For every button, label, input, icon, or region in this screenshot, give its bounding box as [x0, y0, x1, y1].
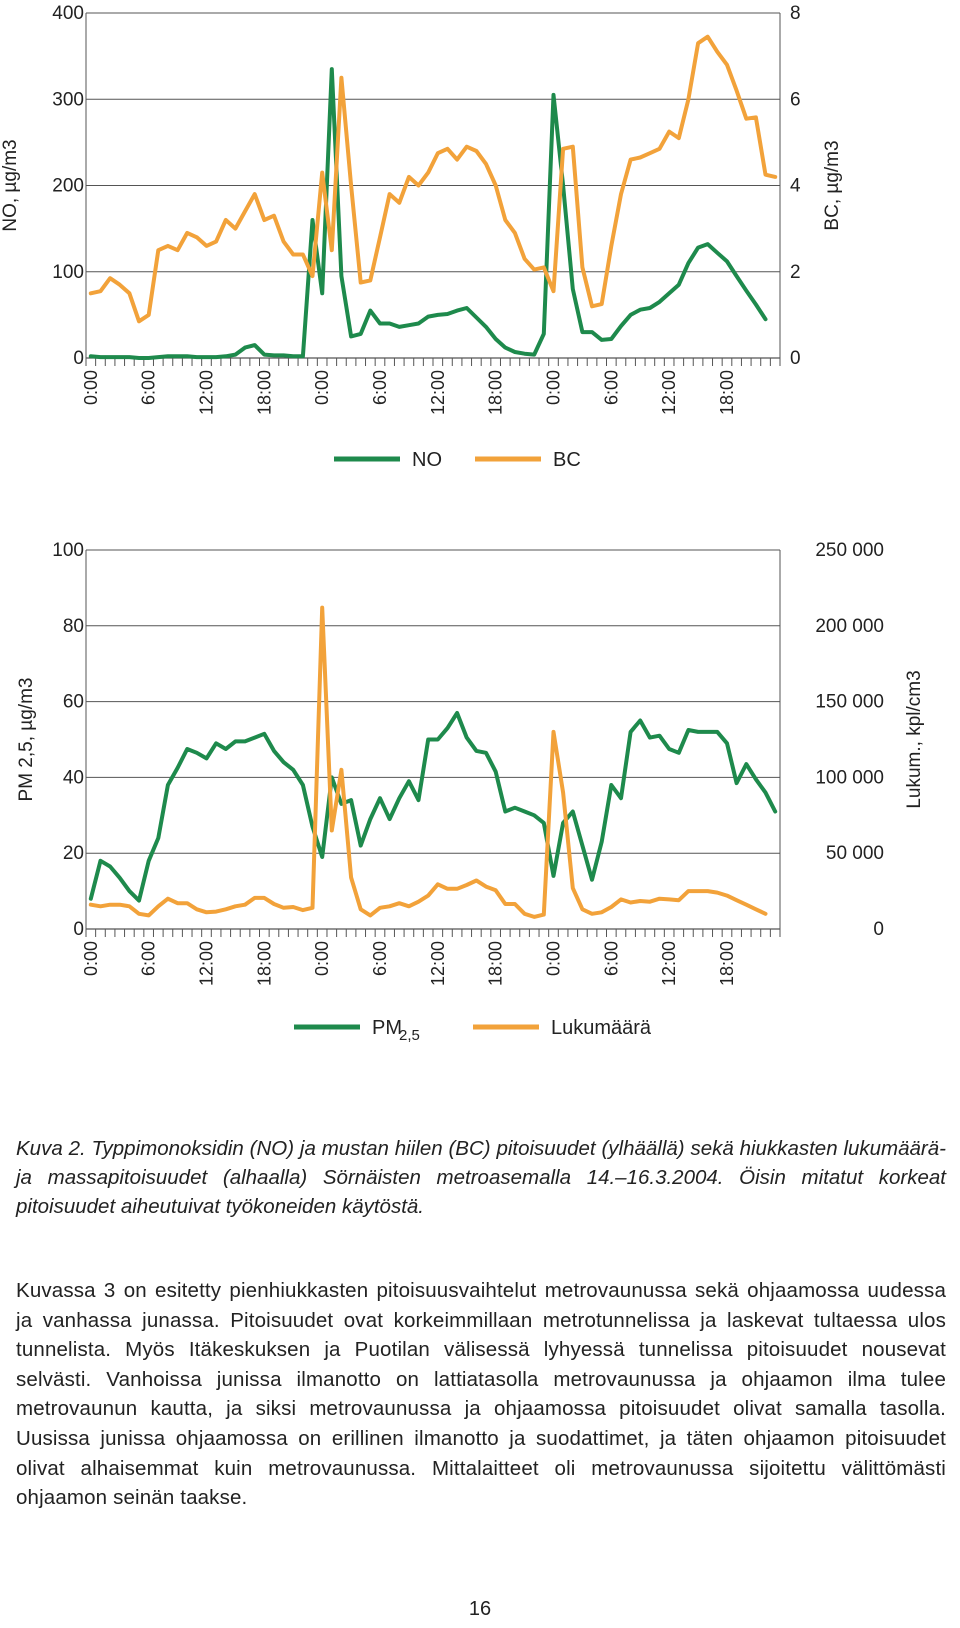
legend-label-subscript: 2,5 [399, 1027, 420, 1044]
y-tick-label-left: 300 [52, 89, 84, 111]
x-tick-label: 18:00 [716, 370, 737, 416]
y-tick-label-left: 60 [62, 691, 84, 713]
y-tick-label-left: 200 [52, 175, 84, 197]
x-tick-label: 12:00 [196, 370, 217, 416]
x-tick-label: 0:00 [312, 941, 333, 977]
x-tick-label: 18:00 [254, 941, 275, 987]
y-tick-label-right: 6 [790, 89, 801, 111]
pm-count-chart [0, 540, 960, 1076]
y-tick-label-right: 250 000 [815, 540, 884, 561]
x-tick-label: 12:00 [659, 370, 680, 416]
y-tick-label-left: 100 [52, 261, 84, 283]
x-tick-label: 6:00 [601, 370, 622, 406]
y-tick-label-right: 200 000 [815, 615, 884, 637]
y-tick-label-right: 150 000 [815, 691, 884, 713]
y-tick-label-left: 0 [73, 919, 84, 940]
x-tick-label: 0:00 [80, 370, 101, 406]
legend-label: Lukumäärä [551, 1017, 652, 1039]
page-number: 16 [468, 1598, 492, 1620]
series-line-left [91, 69, 766, 358]
x-tick-label: 18:00 [485, 370, 506, 416]
x-tick-label: 0:00 [543, 370, 564, 406]
x-tick-label: 6:00 [369, 370, 390, 406]
x-tick-label: 18:00 [716, 941, 737, 987]
x-tick-label: 6:00 [138, 941, 159, 977]
y-tick-label-right: 100 000 [815, 767, 884, 789]
x-tick-label: 18:00 [254, 370, 275, 416]
y-tick-label-left: 20 [62, 843, 84, 865]
x-tick-label: 0:00 [80, 941, 101, 977]
y-tick-label-left: 40 [62, 767, 84, 789]
y-tick-label-right: 4 [790, 175, 801, 197]
series-line-right [91, 37, 775, 322]
body-paragraph: Kuvassa 3 on esitetty pienhiukkasten pitoisuusvaihtelut metrovaunussa sekä ohjaamossa uudessa ja vanhassa junassa. Pitoisuudet ovat korkeimmillaan metrotunnelissa ja laskevat tultaessa ulos tunnelista. Myös Itäkeskuksen ja Puotilan välisessä lyhyessä tunnelissa pitoisuudet nousevat selvästi. Vanhoissa junissa ilmanotto on lattiatasolla metrovaunussa ja ohjaamon ilma tulee metrovaunun kautta, ja siksi metrovaunussa ja ohjaamossa pitoisuudet olivat samalla tasolla. Uusissa junissa ohjaamossa on erillinen ilmanotto ja suodattimet, ja täten ohjaamon pitoisuudet olivat alhaisemmat kuin metrovaunussa. Mittalaitteet oli metrovaunussa sijoitettu välittömästi ohjaamon seinän taakse. [16, 1279, 946, 1510]
y-axis-title-left: PM 2,5, µg/m3 [16, 677, 37, 802]
legend-label: NO [412, 449, 442, 471]
y-tick-label-right: 50 000 [825, 843, 884, 865]
x-tick-label: 12:00 [427, 941, 448, 987]
x-tick-label: 6:00 [369, 941, 390, 977]
y-tick-label-left: 100 [52, 540, 84, 561]
y-tick-label-right: 0 [873, 919, 884, 940]
x-tick-label: 12:00 [196, 941, 217, 987]
y-tick-label-right: 2 [790, 261, 801, 283]
series-line-left [91, 713, 775, 901]
y-tick-label-right: 8 [790, 3, 801, 24]
y-axis-title-left: NO, µg/m3 [0, 139, 21, 232]
legend-label: PM [372, 1017, 402, 1039]
x-tick-label: 18:00 [485, 941, 506, 987]
x-tick-label: 0:00 [312, 370, 333, 406]
legend-label: BC [553, 449, 581, 471]
y-axis-title-right: BC, µg/m3 [822, 140, 843, 231]
x-tick-label: 12:00 [427, 370, 448, 416]
figure-caption [16, 1134, 946, 1221]
caption-label: Kuva 2. [16, 1137, 86, 1160]
y-tick-label-left: 400 [52, 3, 84, 24]
caption-text: Typpimonoksidin (NO) ja mustan hiilen (BC) pitoisuudet (ylhäällä) sekä hiukkasten lukumäärä- ja massapitoisuudet (alhaalla) Sörnäisten metroasemalla 14.–16.3.2004. Öisin mitatut korkeat pitoisuudet aiheutuivat työkoneiden käytöstä. [16, 1137, 946, 1218]
y-axis-title-right: Lukum., kpl/cm3 [904, 670, 925, 809]
x-tick-label: 6:00 [601, 941, 622, 977]
x-tick-label: 0:00 [543, 941, 564, 977]
y-tick-label-left: 0 [73, 348, 84, 369]
x-tick-label: 12:00 [659, 941, 680, 987]
series-line-right [91, 608, 766, 917]
x-tick-label: 6:00 [138, 370, 159, 406]
y-tick-label-right: 0 [790, 348, 801, 369]
no-bc-chart [0, 0, 960, 490]
y-tick-label-left: 80 [62, 615, 84, 637]
